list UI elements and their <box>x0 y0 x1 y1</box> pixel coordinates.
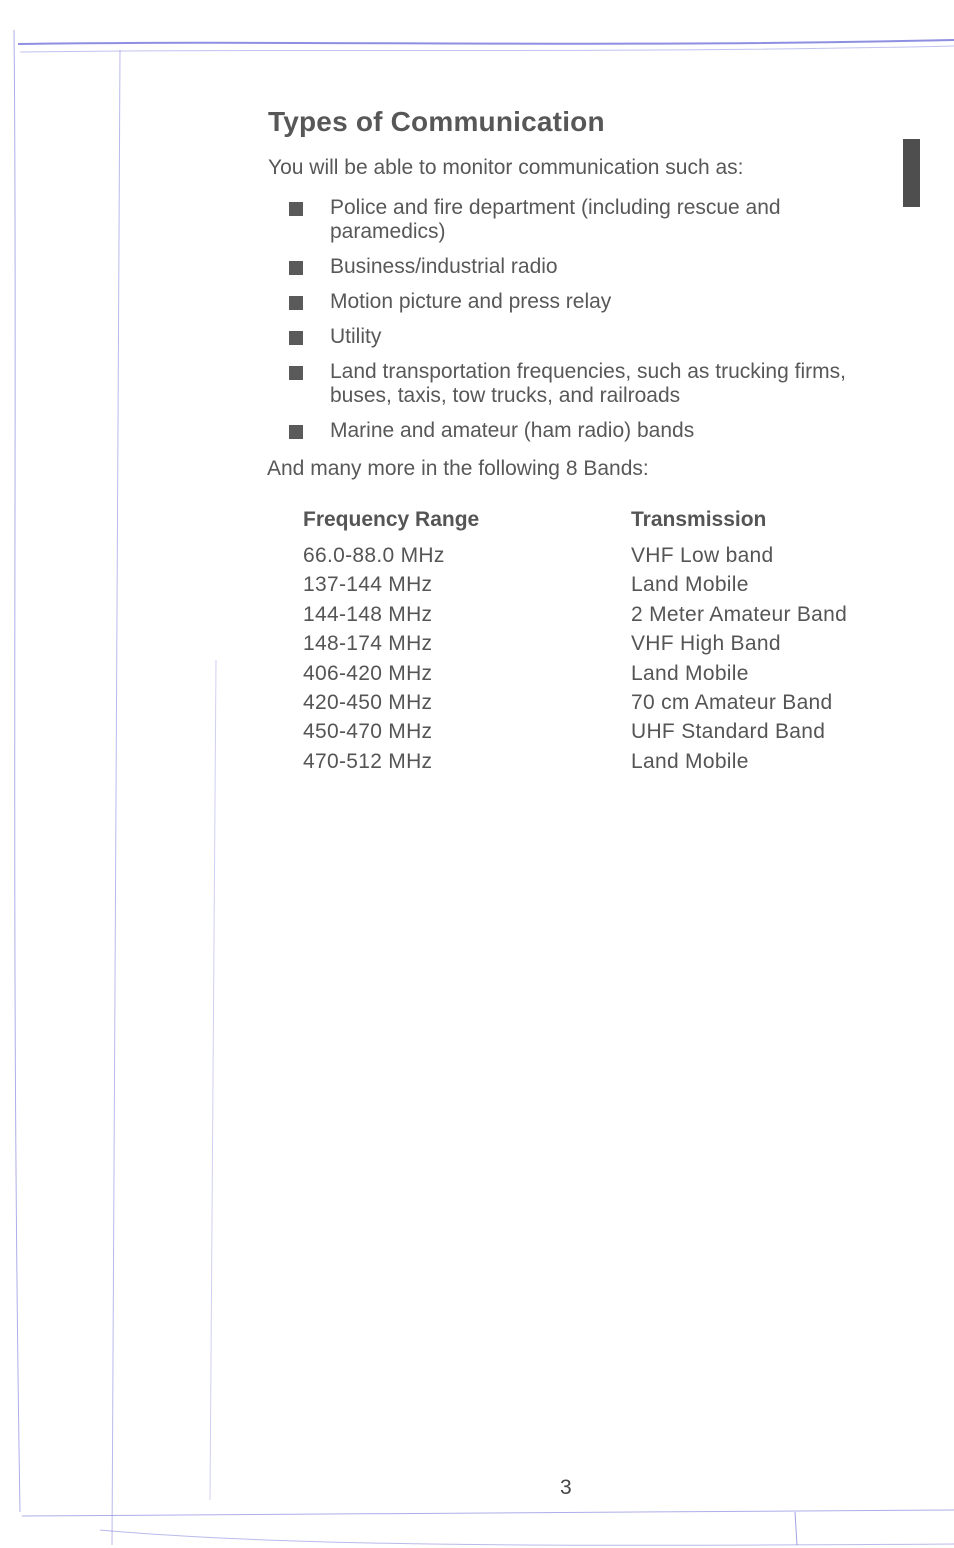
intro-text: You will be able to monitor communication such as: <box>268 156 744 179</box>
cell-transmission: Land Mobile <box>631 661 749 685</box>
cell-frequency-range: 144-148 MHz <box>303 602 433 626</box>
section-thumb-tab <box>903 139 920 207</box>
cell-frequency-range: 137-144 MHz <box>303 573 433 597</box>
table-header-row <box>303 508 847 544</box>
list-item-text: Land transportation frequencies, such as trucking firms, buses, taxis, tow trucks, and railroads <box>330 360 846 407</box>
list-item-text: Police and fire department (including rescue and paramedics) <box>330 196 781 243</box>
list-item-text: Motion picture and press relay <box>330 290 612 313</box>
cell-transmission: 2 Meter Amateur Band <box>631 602 848 626</box>
square-bullet-icon <box>289 202 303 216</box>
page-title: Types of Communication <box>268 106 605 137</box>
cell-transmission: Land Mobile <box>631 573 749 597</box>
table-row <box>303 603 847 632</box>
cell-frequency-range: 420-450 MHz <box>303 690 433 714</box>
cell-transmission: 70 cm Amateur Band <box>631 690 833 714</box>
frequency-band-table <box>303 508 847 779</box>
table-row <box>303 720 847 749</box>
cell-transmission: VHF High Band <box>631 632 781 656</box>
table-row <box>303 750 847 779</box>
square-bullet-icon <box>289 425 303 439</box>
table-row <box>303 544 847 573</box>
cell-frequency-range: 66.0-88.0 MHz <box>303 544 445 567</box>
header-transmission: Transmission <box>631 508 767 531</box>
page-number: 3 <box>560 1476 572 1499</box>
list-item <box>288 196 888 244</box>
list-item <box>288 419 888 443</box>
table-row <box>303 632 847 661</box>
square-bullet-icon <box>289 296 303 310</box>
cell-frequency-range: 406-420 MHz <box>303 661 433 685</box>
table-row <box>303 573 847 602</box>
table-row <box>303 662 847 691</box>
cell-frequency-range: 148-174 MHz <box>303 632 433 656</box>
cell-frequency-range: 450-470 MHz <box>303 720 433 744</box>
list-item <box>288 255 888 279</box>
list-item-text: Utility <box>330 325 382 348</box>
list-item-text: Marine and amateur (ham radio) bands <box>330 419 695 442</box>
communication-types-list <box>288 196 888 454</box>
square-bullet-icon <box>289 261 303 275</box>
list-item-text: Business/industrial radio <box>330 255 558 278</box>
cell-transmission: VHF Low band <box>631 544 774 567</box>
square-bullet-icon <box>289 331 303 345</box>
cell-transmission: Land Mobile <box>631 749 749 773</box>
list-item <box>288 325 888 349</box>
cell-transmission: UHF Standard Band <box>631 720 826 744</box>
table-row <box>303 691 847 720</box>
list-item <box>288 290 888 314</box>
cell-frequency-range: 470-512 MHz <box>303 749 433 773</box>
list-item <box>288 360 888 408</box>
header-frequency-range: Frequency Range <box>303 508 480 531</box>
square-bullet-icon <box>289 366 303 380</box>
bands-intro-text: And many more in the following 8 Bands: <box>267 457 649 480</box>
